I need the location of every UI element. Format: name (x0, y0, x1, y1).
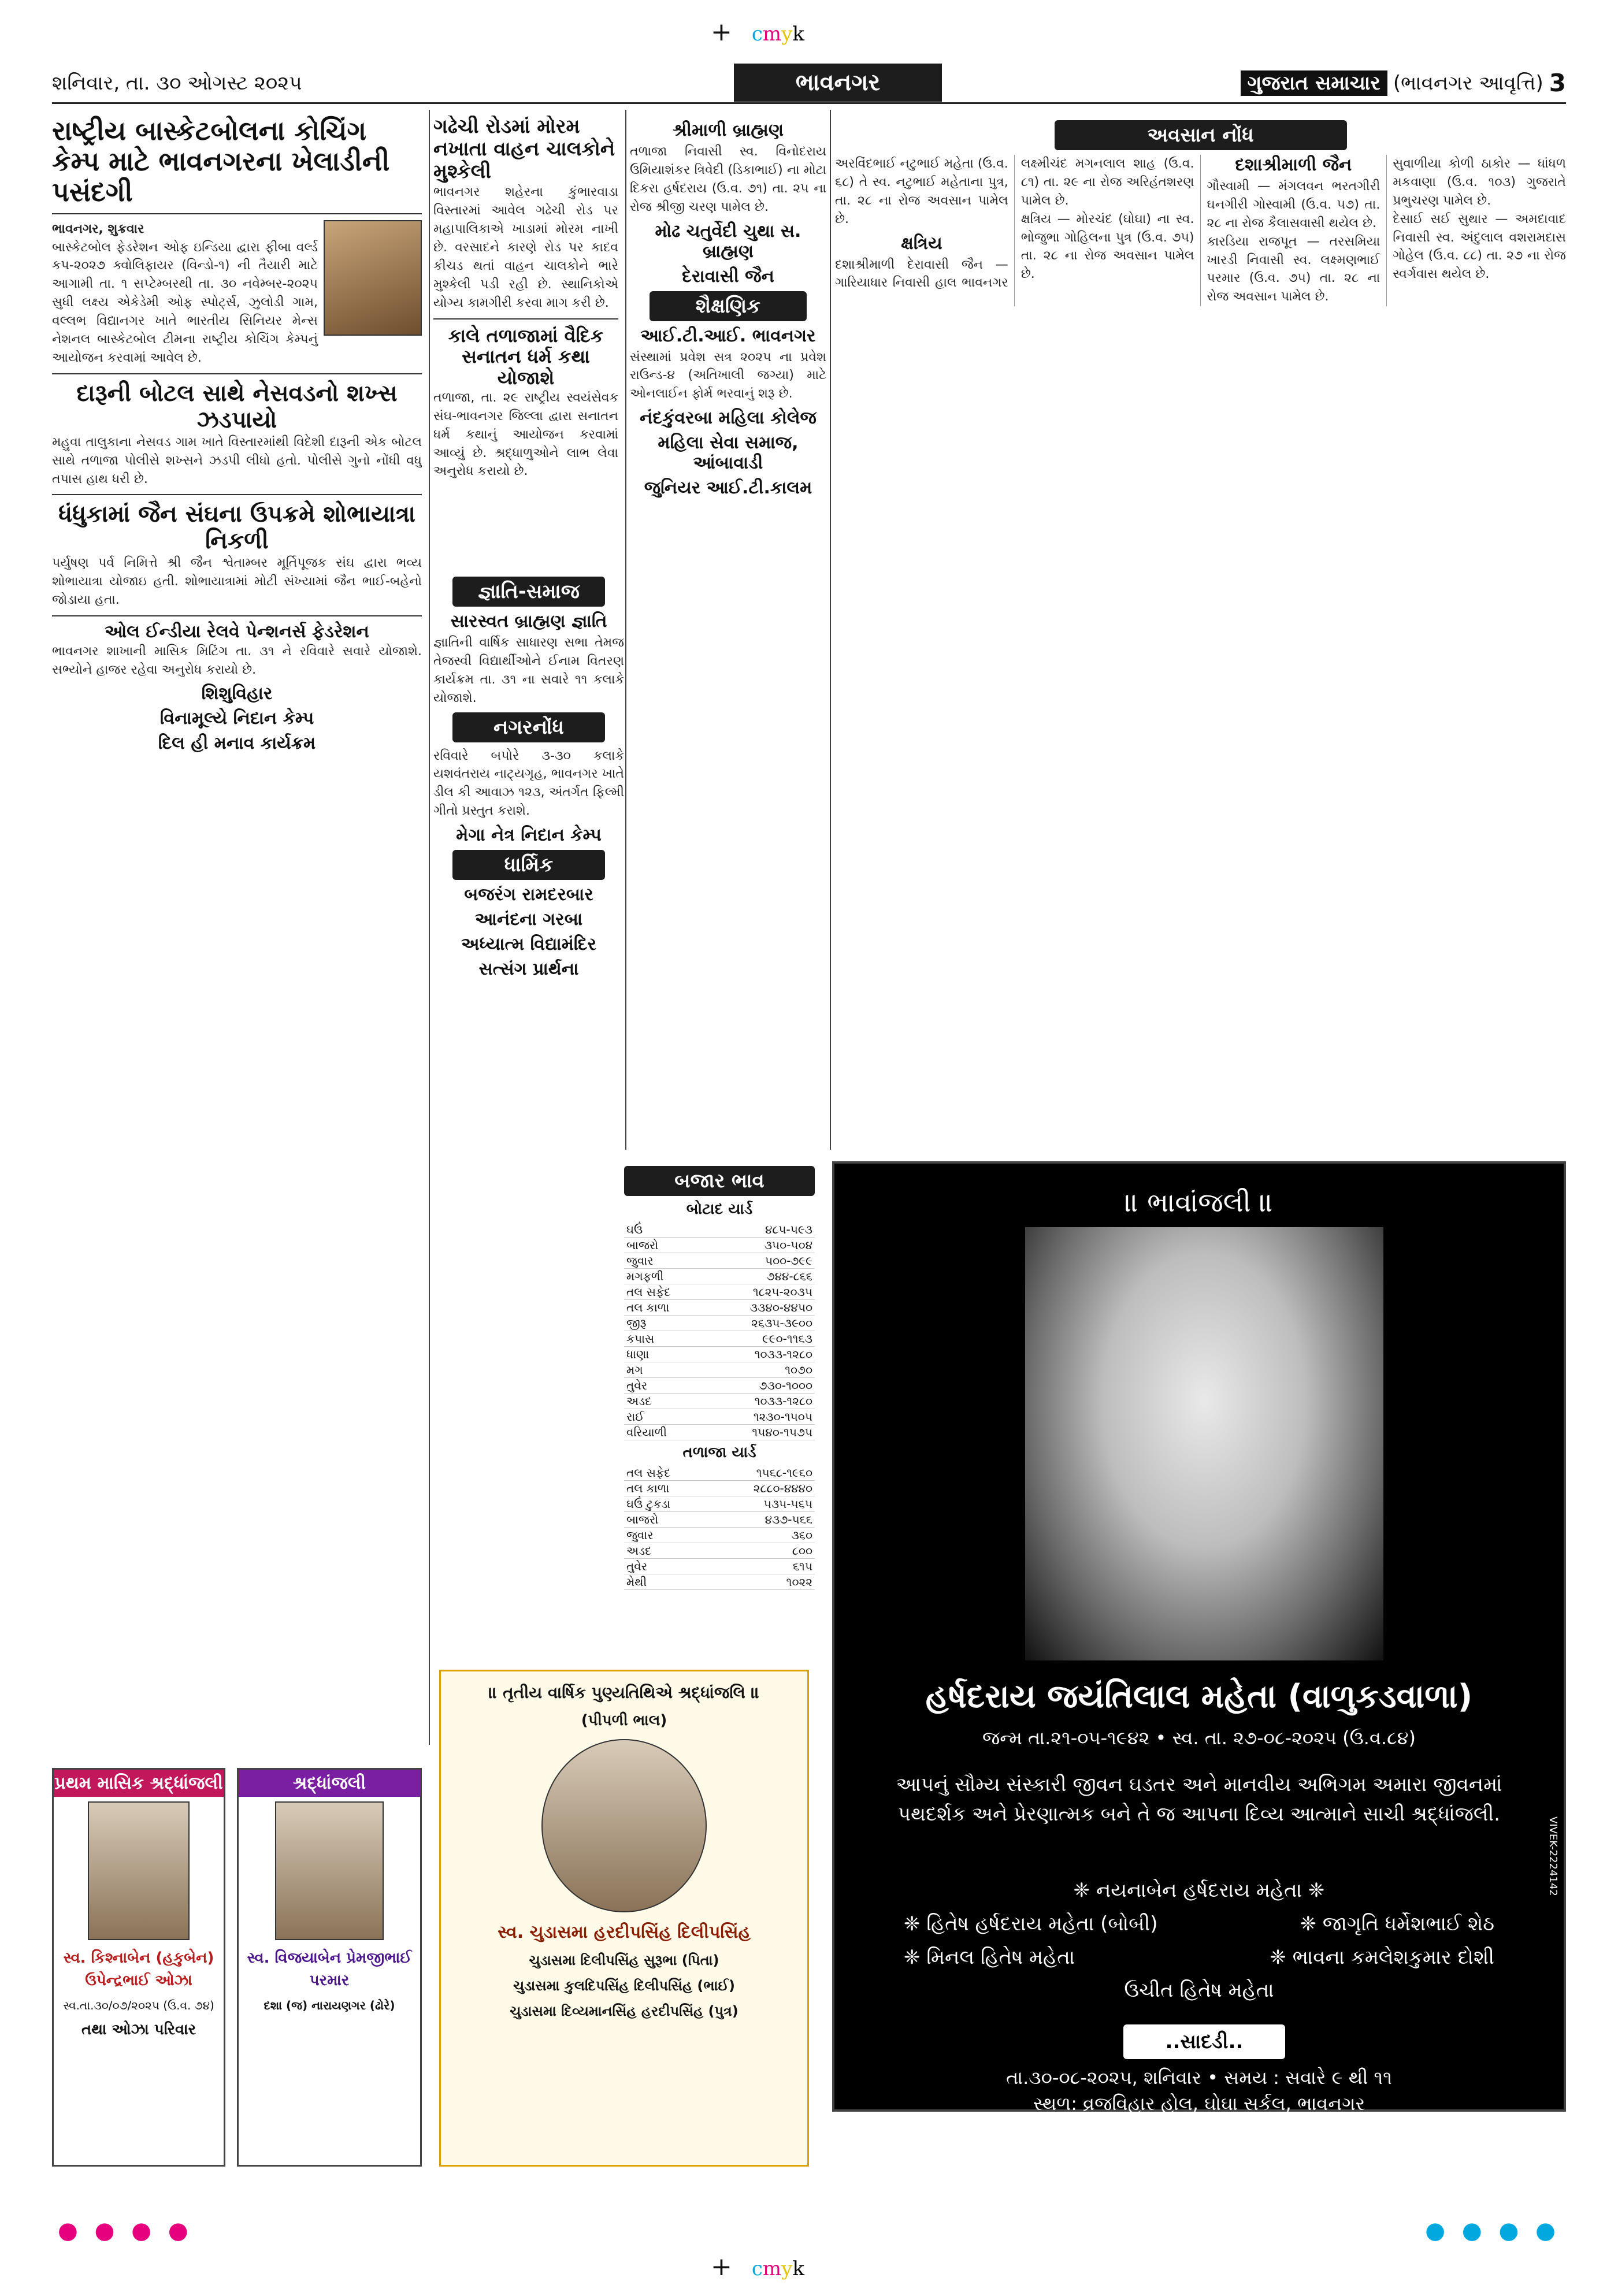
ad1-family: તથા ઓઝા પરિવાર (81, 2021, 196, 2038)
commodity-price: ૫૦૦-૭૯૯ (704, 1253, 815, 1269)
market-row (624, 1284, 815, 1300)
headline-jain-procession: ધંધુકામાં જૈન સંઘના ઉપક્રમે શોભાયાત્રા નિકળી (58, 500, 415, 555)
ad-code: VIVEK-2224142 (1547, 1816, 1559, 1896)
commodity-name: તલ સફેદ (624, 1284, 704, 1300)
newspaper-brand: ગુજરાત સમાચાર (1241, 70, 1387, 96)
commodity-name: જીરૂ (624, 1316, 704, 1331)
prayer-time: તા.૩૦-૦૮-૨૦૨૫, શનિવાર • સમય : સવારે ૯ થી ૧૧ (1006, 2067, 1392, 2089)
samaj-title: સારસ્વત બ્રાહ્મણ જ્ઞાતિ (450, 611, 607, 631)
commodity-price: ૪૮૫-૫૯૩ (704, 1222, 815, 1238)
commodity-name: મગફળી (624, 1269, 704, 1284)
market-row (624, 1481, 815, 1496)
story-basketball: બાસ્કેટબોલ ફેડરેશન ઓફ ઇન્ડિયા દ્વારા ફીબા વર્લ્ડ કપ-૨૦૨૭ ક્વોલિફાયર (વિન્ડો-૧) ની તૈયારી માટે આગામી તા. ૧ સપ્ટેમ્બરથી તા. ૩૦ નવેમ્બર-૨૦૨૫ સુધી લક્ષ્ય એકેડેમી ઓફ સ્પોર્ટ્સ, ઝુલોડી ગામ, વલ્લભ વિદ્યાનગર ખાતે ભારતીય સિનિયર મેન્સ નેશનલ બાસ્કેટબોલ ટીમના રાષ્ટ્રીય કોચિંગ કેમ્પનું આયોજન કરવામાં આવેલ છે. (52, 240, 318, 365)
commodity-price: ૧૦૩૩-૧૨૮૦ (704, 1347, 815, 1362)
market-row (624, 1300, 815, 1316)
story-katha: તળાજા, તા. ૨૯ રાષ્ટ્રીય સ્વયંસેવક સંઘ-ભાવનગર જિલ્લા દ્વારા સનાતન ધર્મ કથાનું આયોજન કરવામાં આવ્યું છે. શ્રદ્ધાળુઓને લાભ લેવા અનુરોધ કરાયો છે. (433, 390, 618, 479)
page-number: 3 (1549, 69, 1566, 97)
section-title: ભાવનગર (734, 64, 942, 102)
ad2-photo (275, 1801, 384, 1940)
market-header: બજાર ભાવ (624, 1166, 815, 1196)
commodity-price: ૧૦૭૦ (704, 1362, 815, 1378)
section-shaikshanik: શૈક્ષણિક (650, 291, 807, 321)
section-dharmik: ધાર્મિક (452, 850, 605, 880)
story-railway: ભાવનગર શાખાની માસિક મિટિંગ તા. ૩૧ ને રવિવારે સવારે યોજાશે. સભ્યોને હાજર રહેવા અનુરોધ કરાયો છે. (52, 644, 422, 677)
deceased-name: હર્ષદરાય જયંતિલાલ મહેતા (વાળુકડવાળા) (925, 1678, 1473, 1715)
column-3 (433, 572, 624, 1745)
commodity-name: ઘઉં ટુકડા (624, 1496, 707, 1512)
ad3-sub: (પીપળી ભાલ) (581, 1712, 667, 1729)
commodity-name: બાજરો (624, 1512, 707, 1528)
commodity-name: તલ કાળા (624, 1481, 707, 1496)
commodity-price: ૧૦૩૩-૧૨૮૦ (704, 1394, 815, 1409)
commodity-name: તલ સફેદ (624, 1465, 707, 1481)
prayer-venue: સ્થળ: વ્રજવિહાર હોલ, ઘોઘા સર્કલ, ભાવનગર (1033, 2092, 1365, 2115)
commodity-name: જુવાર (624, 1253, 704, 1269)
samaj-text: જ્ઞાતિની વાર્ષિક સાધારણ સભા તેમજ તેજસ્વી વિદ્યાર્થીઓને ઈનામ વિતરણ કાર્યક્રમ તા. ૩૧ ના સવારે ૧૧ કલાકે યોજાશે. (433, 636, 624, 705)
commodity-name: અડદ (624, 1394, 704, 1409)
commodity-price: ૮૦૦ (707, 1543, 815, 1559)
market-row (624, 1574, 815, 1590)
market-row (624, 1496, 815, 1512)
commodity-name: તુવેર (624, 1378, 704, 1394)
subhead-shishuvihar: શિશુવિહાર (201, 683, 273, 704)
obit-entry: ક્ષત્રિય — મોરચંદ (ઘોઘા) ના સ્વ. ભોજુભા ગોહિલના પુત્ર (ઉ.વ. ૭૫) તા. ૨૮ ના રોજ અવસાન પામેલ છે. (1020, 211, 1194, 282)
issue-date: શનિવાર, તા. ૩૦ ઓગસ્ટ ૨૦૨૫ (52, 71, 302, 95)
ad3-head: ॥ તૃતીય વાર્ષિક પુણ્યતિથિએ શ્રદ્ધાંજલિ ॥ (488, 1683, 760, 1702)
column-divider (830, 110, 831, 1150)
commodity-price: ૧૮૨૫-૨૦૩૫ (704, 1284, 815, 1300)
ad-monthly-shraddhanjali (52, 1768, 225, 2167)
commodity-price: ૭૪૪-૮૬૬ (704, 1269, 815, 1284)
story-liquor: મહુવા તાલુકાના નેસવડ ગામ ખાતે વિસ્તારમાંથી વિદેશી દારૂની એક બોટલ સાથે તળાજા પોલીસે શખ્સને ઝડપી લીધો હતો. પોલીસે ગુનો નોંધી વધુ તપાસ હાથ ધરી છે. (52, 434, 422, 486)
obit-entry: દશાશ્રીમાળી દેરાવાસી જૈન — ગારિયાધાર નિવાસી હાલ ભાવનગર લક્ષ્મીચંદ મગનલાલ શાહ (ઉ.વ. ૮૧) તા. ૨૯ ના રોજ અરિહંતશરણ પામેલ છે. (835, 157, 1194, 291)
headline-liquor: દારૂની બોટલ સાથે નેસવડનો શખ્સ ઝડપાયો (76, 379, 398, 433)
market-row (624, 1465, 815, 1481)
ad3-sign-1: ચુડાસમા દિલીપસિંહ સુરૂભા (પિતા) (529, 1952, 719, 1968)
story-road: ભાવનગર શહેરના કુંભારવાડા વિસ્તારમાં આવેલ ગઢેચી રોડ પર મહાપાલિકાએ ખાડામાં મોરમ નાખી છે. વરસાદને કારણે રોડ પર કાદવ કીચડ થતાં વાહન ચાલકોને ભારે મુશ્કેલી પડી રહી છે. સ્થાનિકોએ યોગ્ય કામગીરી કરવા માગ કરી છે. (433, 185, 618, 310)
market-row (624, 1362, 815, 1378)
headline-road: ગઢેચી રોડમાં મોરમ નખાતા વાહન ચાલકોને મુશ્કેલી (433, 116, 615, 184)
bhavanjali-ad (832, 1161, 1566, 2115)
commodity-name: વરિયાળી (624, 1425, 704, 1440)
subhead-dil-hi: દિલ હી મનાવ કાર્યક્રમ (158, 733, 316, 754)
tribute-text: આપનું સૌમ્ય સંસ્કારી જીવન ઘડતર અને માનવીય અભિગમ અમારા જીવનમાં પથદર્શક અને પ્રેરણાત્મક બને તે જ આપના દિવ્ય આત્માને સાચી શ્રદ્ધાંજલી. (896, 1773, 1502, 1826)
ad3-sign-3: ચુડાસમા દિવ્યમાનસિંહ હરદીપસિંહ (પુત્ર) (510, 2003, 739, 2019)
ad1-photo (88, 1801, 190, 1940)
commodity-price: ૨૮૮૦-૪૪૪૦ (707, 1481, 815, 1496)
commodity-name: ઘઉં (624, 1222, 704, 1238)
market-yard-1: બોટાદ યાર્ડ (686, 1201, 753, 1218)
commodity-name: અડદ (624, 1543, 707, 1559)
market-row (624, 1378, 815, 1394)
ad2-head: શ્રદ્ધાંજલી (239, 1770, 420, 1797)
family-head: ❈ નયનાબેન હર્ષદરાય મહેતા ❈ (1073, 1879, 1325, 1902)
market-row (624, 1543, 815, 1559)
headline-katha: કાલે તળાજામાં વૈદિક સનાતન ધર્મ કથા યોજાશે (448, 324, 604, 389)
commodity-name: તલ કાળા (624, 1300, 704, 1316)
commodity-price: ૪૩૭-૫૬૬ (707, 1512, 815, 1528)
commodity-price: ૧૫૪૦-૧૫૭૫ (704, 1425, 815, 1440)
market-row (624, 1394, 815, 1409)
col4-sub-3: નંદકુંવરબા મહિલા કોલેજ (640, 408, 817, 429)
commodity-price: ૨૬૩૫-૩૯૦૦ (704, 1316, 815, 1331)
color-dots-right: ● ● ● ● (1425, 2217, 1560, 2244)
market-yard-2: તળાજા યાર્ડ (682, 1444, 756, 1461)
ad1-date: સ્વ.તા.૩૦/૦૭/૨૦૨૫ (ઉ.વ. ૭૪) (63, 1998, 214, 2012)
ad1-head: પ્રથમ માસિક શ્રદ્ધાંજલી (54, 1770, 224, 1797)
life-dates: જન્મ તા.૨૧-૦૫-૧૯૪૨ • સ્વ. તા. ૨૭-૦૮-૨૦૨૫ (ઉ.વ.૮૪) (982, 1727, 1416, 1749)
ad-shraddhanjali (237, 1768, 422, 2167)
obituaries-section (835, 116, 1566, 1150)
market-row (624, 1409, 815, 1425)
commodity-price: ૬૧૫ (707, 1559, 815, 1574)
family-member: ❈ ભાવના કમલેશકુમાર દોશી (1270, 1945, 1494, 1969)
top-obit-title: શ્રીમાળી બ્રાહ્મણ (672, 120, 784, 140)
story-jain-procession: પર્યુષણ પર્વ નિમિત્તે શ્રી જૈન શ્વેતામ્બર મૂર્તિપૂજક સંઘ દ્વારા ભવ્ય શોભાયાત્રા યોજાઇ હતી. શોભાયાત્રામાં મોટી સંખ્યામાં જૈન ભાઈ-બહેનો જોડાયા હતા. (52, 556, 422, 608)
ad3-sign-2: ચુડાસમા કુલદિપસિંહ દિલીપસિંહ (ભાઈ) (513, 1978, 735, 1994)
col4-sub-4: મહિલા સેવા સમાજ, આંબાવાડી (658, 433, 799, 474)
player-photo (324, 220, 422, 336)
column-1 (52, 116, 422, 1745)
commodity-price: ૩૬૦ (707, 1528, 815, 1543)
market-prices (624, 1161, 815, 1590)
obit-subhead: દશાશ્રીમાળી જૈન (1235, 155, 1352, 175)
iti-title: આઈ.ટી.આઈ. ભાવનગર (640, 325, 816, 346)
commodity-price: ૧૦૨૨ (707, 1574, 815, 1590)
section-samaj: જ્ઞાતિ-સમાજ (452, 577, 605, 607)
color-dots-left: ● ● ● ● (58, 2217, 193, 2244)
market-row (624, 1425, 815, 1440)
market-row (624, 1512, 815, 1528)
market-row (624, 1253, 815, 1269)
section-nagar: નગરનોંધ (452, 712, 605, 742)
obit-entry: કારડિયા રાજપૂત — તરસમિયા ખારડી નિવાસી સ્વ. લક્ષ્મણભાઈ પરમાર (ઉ.વ. ૭૫) તા. ૨૮ ના રોજ અવસાન પામેલ છે. (1207, 234, 1381, 304)
commodity-name: તુવેર (624, 1559, 707, 1574)
dharmik-sub-3: અધ્યાત્મ વિદ્યામંદિર (461, 934, 596, 955)
commodity-price: ૭૩૦-૧૦૦૦ (704, 1378, 815, 1394)
ad2-name: સ્વ. વિજયાબેન પ્રેમજીભાઈ પરમાર (247, 1949, 412, 1989)
family-list (834, 1874, 1564, 2008)
col4-sub-1: મોઢ ચતુર્વેદી ચુથા સ. બ્રાહ્મણ (655, 221, 801, 262)
ad-punyatithi (439, 1670, 809, 2167)
subhead-free-camp: વિનામૂલ્યે નિદાન કેમ્પ (159, 708, 314, 729)
family-member: ઉચીત હિતેષ મહેતા (1124, 1979, 1274, 2003)
obit-subhead: ક્ષત્રિય (901, 233, 942, 254)
commodity-price: ૧૫૬૮-૧૯૬૦ (707, 1465, 815, 1481)
obit-entry: અરવિંદભાઈ નટુભાઈ મહેતા (ઉ.વ. ૬૮) તે સ્વ. નટુભાઈ મહેતાના પુત્ર, તા. ૨૮ ના રોજ અવસાન પામેલ છે. (835, 157, 1008, 226)
commodity-price: ૯૯૦-૧૧૬૩ (704, 1331, 815, 1347)
market-row (624, 1347, 815, 1362)
market-row (624, 1222, 815, 1238)
commodity-name: જુવાર (624, 1528, 707, 1543)
commodity-price: ૫૩૫-૫૬૫ (707, 1496, 815, 1512)
iti-text: સંસ્થામાં પ્રવેશ સત્ર ૨૦૨૫ ના પ્રવેશ રાઉન્ડ-૪ (અતિખાલી જગ્યા) માટે ઓનલાઈન ફોર્મ ભરવાનું શરૂ છે. (630, 350, 826, 402)
obit-entry: સુવાળીયા કોળી ઠાકોર — ધાંધળ મકવાણા (ઉ.વ. ૧૦૩) ગુજરાતે પ્રભુચરણ પામેલ છે. (1393, 157, 1566, 208)
sadadi-label: ..સાદડી.. (1123, 2024, 1285, 2059)
commodity-name: બાજરો (624, 1238, 704, 1253)
market-table-2 (624, 1465, 815, 1590)
market-row (624, 1331, 815, 1347)
commodity-price: ૩૫૦-૫૦૪ (704, 1238, 815, 1253)
commodity-name: કપાસ (624, 1331, 704, 1347)
family-member: ❈ હિતેષ હર્ષદરાય મહેતા (બોબી) (904, 1912, 1158, 1935)
market-row (624, 1316, 815, 1331)
col4-sub-2: દેરાવાસી જૈન (682, 266, 774, 287)
headline-railway: ઓલ ઈન્ડીયા રેલવે પેન્શનર્સ ફેડરેશન (105, 622, 369, 642)
market-row (624, 1269, 815, 1284)
family-member: ❈ મિનલ હિતેષ મહેતા (904, 1945, 1075, 1969)
nagar-sub: મેગા નેત્ર નિદાન કેમ્પ (456, 825, 602, 846)
dharmik-sub-4: સત્સંગ પ્રાર્થના (478, 959, 579, 980)
registration-mark-bottom: + cmyk (711, 2252, 804, 2282)
column-divider (625, 110, 626, 1150)
registration-mark-top: + cmyk (711, 17, 804, 47)
commodity-name: મગ (624, 1362, 704, 1378)
dharmik-sub-1: બજરંગ રામદરબાર (464, 885, 593, 905)
headline-basketball: રાષ્ટ્રીય બાસ્કેટબોલના કોચિંગ કેમ્પ માટે ભાવનગરના ખેલાડીની પસંદગી (52, 116, 390, 207)
market-row (624, 1528, 815, 1543)
ad2-family: દશા (જ) નારાયણગર (ઢોરે) (264, 1998, 395, 2012)
page-header (52, 64, 1566, 104)
column-4 (630, 116, 826, 1156)
obit-entry: દેસાઈ સઈ સુથાર — અમદાવાદ નિવાસી સ્વ. અંદુલાલ વશરામદાસ ગોહેલ (ઉ.વ. ૮૮) તા. ૨૭ ના રોજ સ્વર્ગવાસ થયેલ છે. (1393, 211, 1566, 282)
market-table-1 (624, 1222, 815, 1440)
ad3-name: સ્વ. ચુડાસમા હરદીપસિંહ દિલીપસિંહ (498, 1922, 751, 1942)
commodity-name: રાઈ (624, 1409, 704, 1425)
commodity-name: મેથી (624, 1574, 707, 1590)
col4-sub-5: જુનિયર આઈ.ટી.કાલમ (644, 478, 812, 499)
obit-entry: ગૌસ્વામી — મંગલવન ભરતગીરી ઘનગીરી ગોસ્વામી (ઉ.વ. ૫૭) તા. ૨૮ ના રોજ કૈલાસવાસી થયેલ છે. (1207, 179, 1381, 231)
bhavanjali-title: ॥ ભાવાંજલી ॥ (1125, 1187, 1274, 1218)
family-member: ❈ જાગૃતિ ધર્મેશભાઈ શેઠ (1300, 1912, 1494, 1935)
commodity-name: ધાણા (624, 1347, 704, 1362)
obituaries-header: અવસાન નોંધ (1055, 120, 1347, 150)
nagar-text: રવિવારે બપોરે ૩-૩૦ કલાકે યશવંતરાય નાટ્યગૃહ, ભાવનગર ખાતે ડીલ કી આવાઝ ૧૨૩, અંતર્ગત ફિલ્મી ગીતો પ્રસ્તુત કરાશે. (433, 748, 624, 819)
market-row (624, 1238, 815, 1253)
dharmik-sub-2: આનંદના ગરબા (474, 909, 583, 930)
column-divider (429, 110, 430, 1745)
commodity-price: ૧૨૩૦-૧૫૦૫ (704, 1409, 815, 1425)
portrait-photo (1025, 1227, 1383, 1660)
commodity-price: ૩૩૪૦-૪૪૫૦ (704, 1300, 815, 1316)
dateline: ભાવનગર, શુક્રવાર (52, 221, 144, 236)
prayer-meet (834, 2065, 1564, 2117)
ad3-photo (541, 1739, 706, 1912)
market-row (624, 1559, 815, 1574)
ad1-name: સ્વ. કિશ્નાબેન (હકુબેન) ઉપેન્દ્રભાઈ ઓઝા (63, 1949, 214, 1989)
top-obit-text: તળાજા નિવાસી સ્વ. વિનોદરાય ઉમિયાશંકર ત્રિવેદી (ડિકાભાઈ) ના મોટા દિકરા હર્ષદરાય (ઉ.વ. ૭૧) તા. ૨૫ ના રોજ શ્રીજી ચરણ પામેલ છે. (630, 144, 826, 214)
edition-label: (ભાવનગર આવૃત્તિ) (1393, 71, 1543, 95)
masthead-right (1241, 69, 1566, 97)
